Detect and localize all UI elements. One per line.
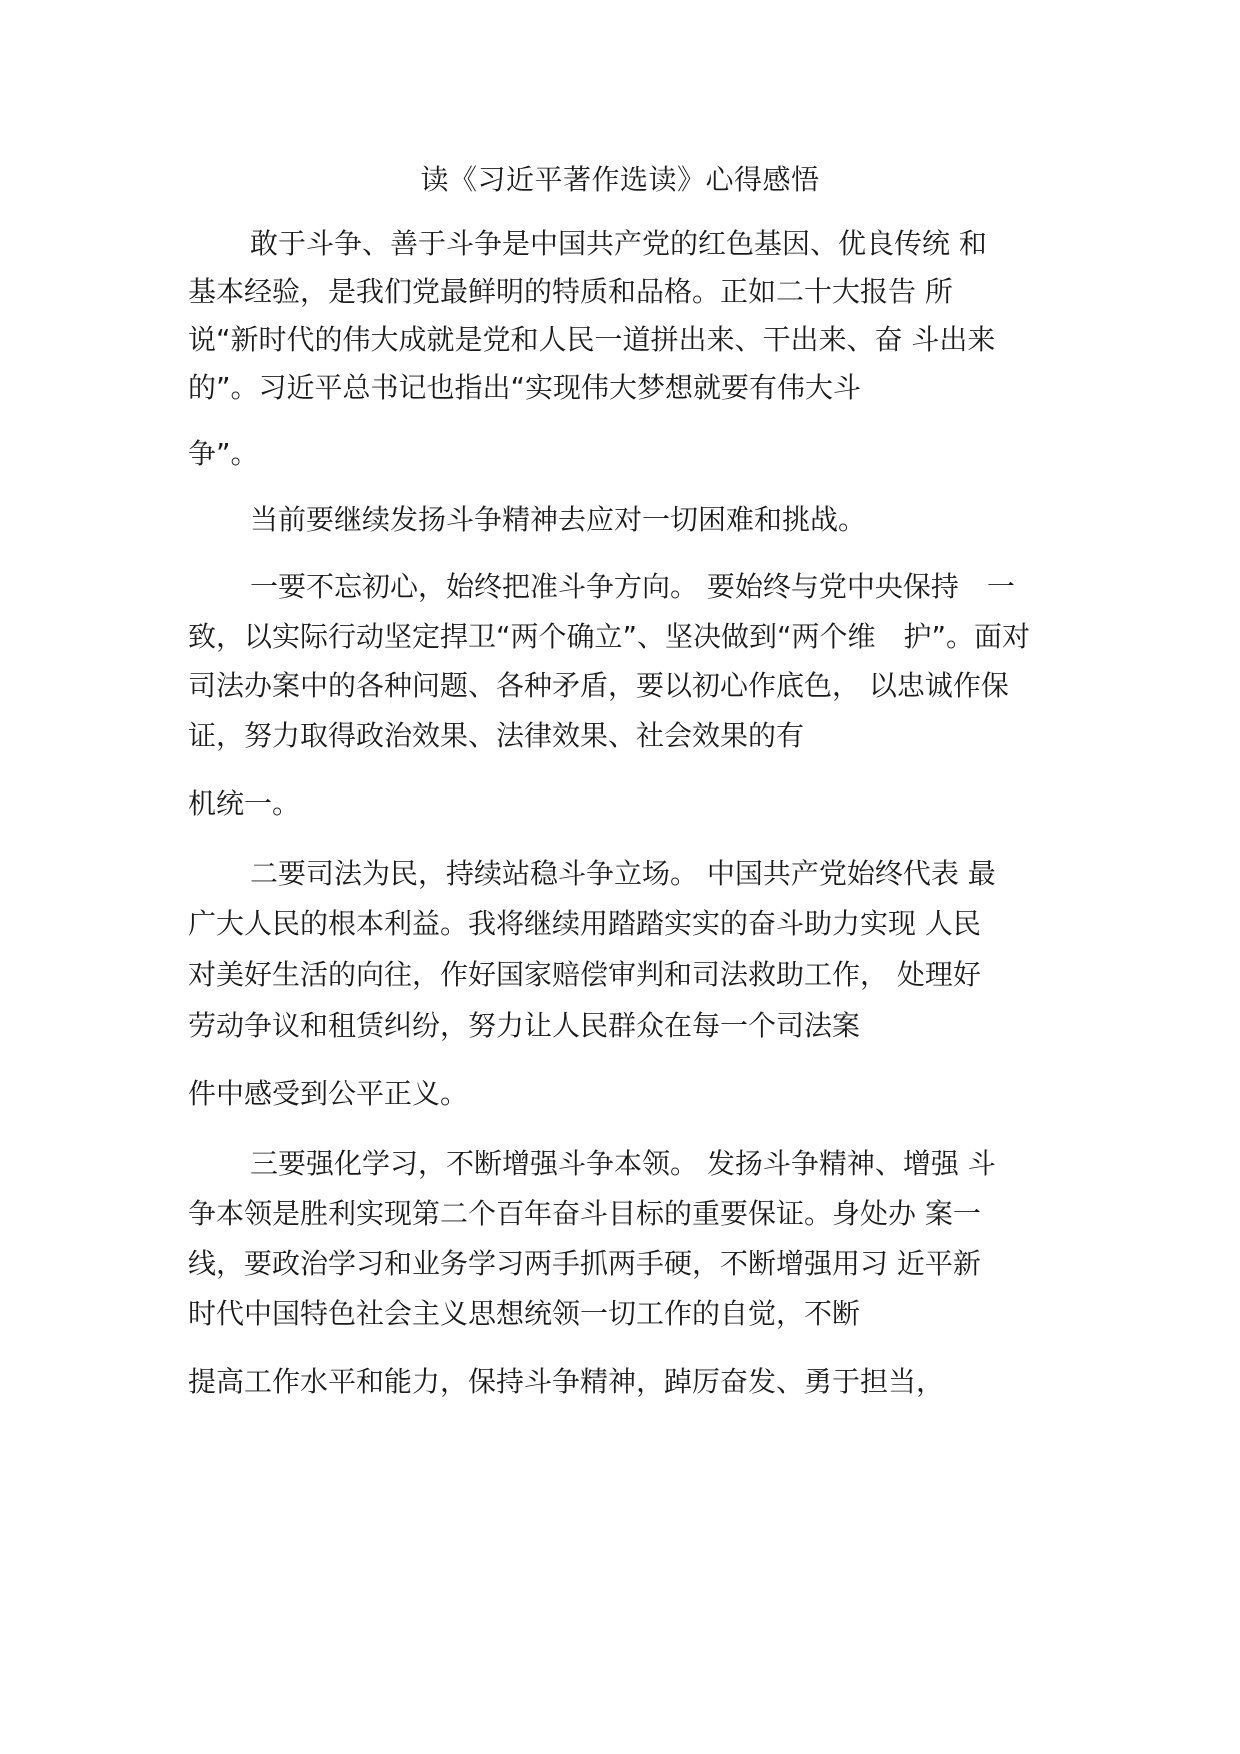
text-line: 件中感受到公平正义。	[188, 1077, 469, 1110]
text-line: 劳动争议和租赁纠纷，努力让人民群众在每一个司法案	[188, 1009, 861, 1042]
text-line: 三要强化学习，不断增强斗争本领。 发扬斗争精神、增强 斗	[250, 1147, 996, 1180]
text-line: 的”。习近平总书记也指出“实现伟大梦想就要有伟大斗	[188, 371, 862, 404]
text-line: 司法办案中的各种问题、各种矛盾，要以初心作底色， 以忠诚作保	[188, 669, 1009, 702]
text-line: 时代中国特色社会主义思想统领一切工作的自觉，不断	[188, 1297, 861, 1330]
text-line: 证，努力取得政治效果、法律效果、社会效果的有	[188, 719, 805, 752]
text-line: 说“新时代的伟大成就是党和人民一道拼出来、干出来、奋 斗出来	[188, 323, 996, 356]
text-line: 广大人民的根本利益。我将继续用踏踏实实的奋斗助力实现 人民	[188, 907, 981, 940]
text-line: 当前要继续发扬斗争精神去应对一切困难和挑战。	[250, 503, 867, 536]
text-line: 争”。	[188, 437, 259, 470]
text-line: 争本领是胜利实现第二个百年奋斗目标的重要保证。身处办 案一	[188, 1197, 981, 1230]
text-line: 机统一。	[188, 787, 301, 820]
text-line: 二要司法为民，持续站稳斗争立场。 中国共产党始终代表 最	[250, 857, 996, 890]
text-line: 致，以实际行动坚定捍卫“两个确立”、坚决做到“两个维 护”。面对	[188, 620, 1031, 653]
document-title: 读《习近平著作选读》心得感悟	[420, 163, 820, 196]
text-line: 提高工作水平和能力，保持斗争精神，踔厉奋发、勇于担当，	[188, 1365, 945, 1398]
text-line: 敢于斗争、善于斗争是中国共产党的红色基因、优良传统 和	[250, 227, 987, 260]
text-line: 线，要政治学习和业务学习两手抓两手硬，不断增强用习 近平新	[188, 1247, 981, 1280]
text-line: 对美好生活的向往，作好国家赔偿审判和司法救助工作， 处理好	[188, 958, 981, 991]
text-line: 一要不忘初心，始终把准斗争方向。 要始终与党中央保持 一	[250, 570, 1015, 603]
text-line: 基本经验，是我们党最鲜明的特质和品格。正如二十大报告 所	[188, 275, 953, 308]
